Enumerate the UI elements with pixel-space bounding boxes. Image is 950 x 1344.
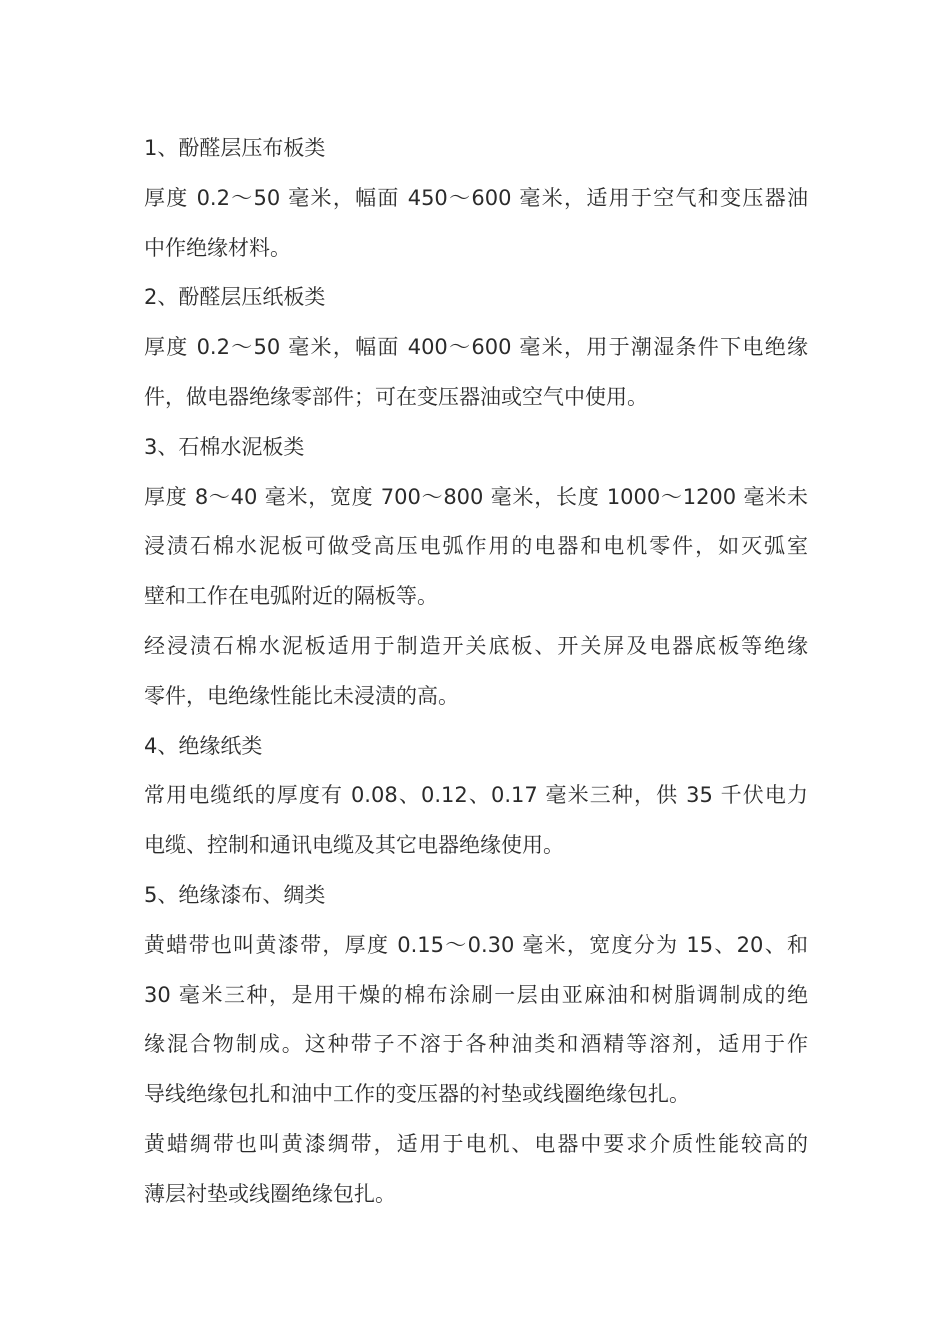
paragraph-line: 件，做电器绝缘零部件；可在变压器油或空气中使用。 <box>144 384 648 409</box>
paragraph-line: 黄蜡绸带也叫黄漆绸带，适用于电机、电器中要求介质性能较高的 <box>144 1131 808 1156</box>
heading-1: 1、酚醛层压布板类 <box>144 136 326 160</box>
heading-4: 4、绝缘纸类 <box>144 733 263 758</box>
paragraph-line: 常用电缆纸的厚度有 0.08、0.12、0.17 毫米三种，供 35 千伏电力 <box>144 783 808 808</box>
paragraph-line: 厚度 8～40 毫米，宽度 700～800 毫米，长度 1000～1200 毫米未 <box>144 484 808 509</box>
paragraph-line: 经浸渍石棉水泥板适用于制造开关底板、开关屏及电器底板等绝缘 <box>144 633 808 658</box>
paragraph-line: 零件，电绝缘性能比未浸渍的高。 <box>144 683 459 708</box>
paragraph-line: 厚度 0.2～50 毫米，幅面 400～600 毫米，用于潮湿条件下电绝缘 <box>144 335 808 360</box>
heading-5: 5、绝缘漆布、绸类 <box>144 882 326 907</box>
paragraph-line: 黄蜡带也叫黄漆带，厚度 0.15～0.30 毫米，宽度分为 15、20、和 <box>144 932 808 957</box>
document-body <box>144 124 808 1220</box>
paragraph-line: 缘混合物制成。这种带子不溶于各种油类和酒精等溶剂，适用于作 <box>144 1032 808 1057</box>
paragraph-line: 薄层衬垫或线圈绝缘包扎。 <box>144 1181 396 1206</box>
paragraph-line: 厚度 0.2～50 毫米，幅面 450～600 毫米，适用于空气和变压器油 <box>144 185 808 210</box>
paragraph-line: 导线绝缘包扎和油中工作的变压器的衬垫或线圈绝缘包扎。 <box>144 1082 690 1107</box>
paragraph-line: 中作绝缘材料。 <box>144 235 291 260</box>
paragraph-line: 电缆、控制和通讯电缆及其它电器绝缘使用。 <box>144 833 564 858</box>
paragraph-line: 壁和工作在电弧附近的隔板等。 <box>144 584 438 609</box>
paragraph-line: 30 毫米三种，是用干燥的棉布涂刷一层由亚麻油和树脂调制成的绝 <box>144 982 808 1007</box>
heading-3: 3、石棉水泥板类 <box>144 434 305 459</box>
heading-2: 2、酚醛层压纸板类 <box>144 285 326 310</box>
paragraph-line: 浸渍石棉水泥板可做受高压电弧作用的电器和电机零件，如灭弧室 <box>144 534 808 559</box>
